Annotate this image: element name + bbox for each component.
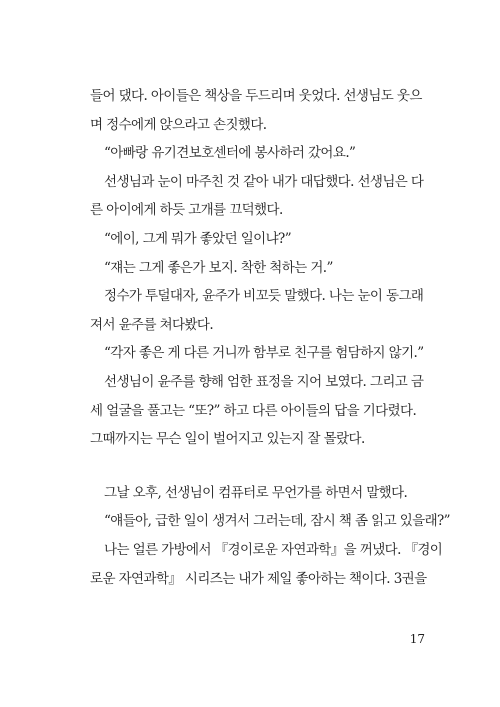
text-line: “에이, 그게 뭐가 좋았던 일이냐?” <box>104 230 291 247</box>
text-line: 그날 오후, 선생님이 컴퓨터로 무언가를 하면서 말했다. <box>104 484 408 501</box>
text-line: 른 아이에게 하듯 고개를 끄덕했다. <box>90 202 283 219</box>
text-line: 며 정수에게 앉으라고 손짓했다. <box>90 116 267 133</box>
text-line: 그때까지는 무슨 일이 벌어지고 있는지 잘 몰랐다. <box>90 431 365 448</box>
text-line: 들어 댔다. 아이들은 책상을 두드리며 웃었다. 선생님도 웃으 <box>90 88 422 104</box>
text-line: “얘들아, 급한 일이 생겨서 그러는데, 잠시 책 좀 읽고 있을래?” <box>104 513 450 530</box>
body-text <box>90 82 450 593</box>
text-line: 세 얼굴을 풀고는 “또?” 하고 다른 아이들의 답을 기다렸다. <box>90 402 417 419</box>
text-line: 져서 윤주를 쳐다봤다. <box>90 316 214 333</box>
text-line: “각자 좋은 게 다른 거니까 함부로 친구를 험담하지 않기.” <box>104 345 424 362</box>
text-line: 선생님이 윤주를 향해 엄한 표정을 지어 보였다. 그리고 금 <box>104 373 424 390</box>
text-line: 로운 자연과학』 시리즈는 내가 제일 좋아하는 책이다. 3권을 <box>90 570 427 587</box>
text-line: “아빠랑 유기견보호센터에 봉사하러 갔어요.” <box>104 145 356 162</box>
text-line: 선생님과 눈이 마주친 것 같아 내가 대답했다. 선생님은 다 <box>104 173 424 190</box>
text-line: 정수가 투덜대자, 윤주가 비꼬듯 말했다. 나는 눈이 동그래 <box>104 288 424 305</box>
text-line: “쟤는 그게 좋은가 보지. 착한 척하는 거.” <box>104 259 333 276</box>
section-break <box>90 454 420 479</box>
text-line: 나는 얼른 가방에서 『경이로운 자연과학』을 꺼냈다. 『경이 <box>104 541 443 558</box>
page-number: 17 <box>409 632 425 646</box>
